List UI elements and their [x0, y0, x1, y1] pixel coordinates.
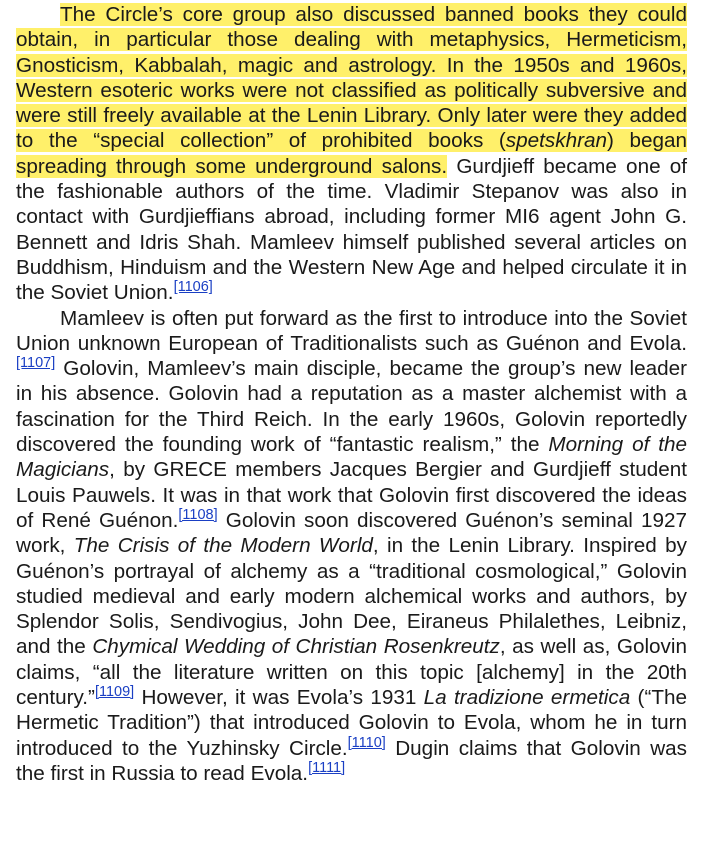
footnote-link-1109[interactable]: [1109] — [94, 684, 135, 701]
highlighted-text: ) began spreading through some underground salons. — [16, 129, 687, 178]
body-text: Golovin soon discovered Guénon’s seminal 1927 work, — [16, 508, 687, 558]
body-text: (“The Hermetic Tradition”) that introduced Golovin to Evola, whom he in turn introduced to the Yuzhinsky Circle. — [16, 686, 687, 760]
footnote-link-1110[interactable]: [1110] — [347, 734, 386, 751]
highlighted-text: The Circle’s core group also discussed banned books they could obtain, in particular those dealing with metaphysics, Hermeticism, Gnosticism, Kabbalah, magic and astrology. In the 1950s and 1960s, Western esoteric works were not classified as politically subversive and were still freely available at the Lenin Library. Only later were they added to the “special collection” of prohibited books ( — [16, 3, 687, 153]
body-text: , by GRECE members Jacques Bergier and Gurdjieff student Louis Pauwels. It was in that work that Golovin first discovered the ideas of René Guénon. — [16, 458, 687, 532]
highlighted-text — [506, 129, 607, 152]
paragraph-1 — [16, 2, 687, 306]
italic-term: spetskhran — [505, 129, 607, 153]
body-text: Mamleev is often put forward as the first to introduce into the Soviet Union unknown European of Traditionalists such as Guénon and Evola. — [16, 306, 687, 355]
italic-title: La tradizione ermetica — [423, 686, 631, 710]
footnote-link-1111[interactable]: [1111] — [308, 759, 346, 776]
italic-title: The Crisis of the Modern World — [73, 534, 373, 558]
body-text: Golovin, Mamleev’s main disciple, became the group’s new leader in his absence. Golovin had a reputation as a master alchemist with a fascination for the Third Reich. In the early 1960s, Golovin reportedly discovered the founding work of “fantastic realism,” the — [16, 357, 687, 457]
body-text: , in the Lenin Library. Inspired by Guénon’s portrayal of alchemy as a “traditional cosmological,” Golovin studied medieval and early modern alchemical works and authors, by Splendor Solis, Sendivogius, John Dee, Eiraneus Philalethes, Leibniz, and the — [16, 534, 687, 659]
body-text: Gurdjieff became one of the fashionable authors of the time. Vladimir Stepanov was also in contact with Gurdjieffians abroad, including former MI6 agent John G. Bennett and Idris Shah. Mamleev himself published several articles on Buddhism, Hinduism and the Western New Age and helped circulate it in the Soviet Union. — [16, 154, 687, 305]
footnote-link-1107[interactable]: [1107] — [16, 355, 56, 372]
footnote-link-1106[interactable]: [1106] — [173, 279, 213, 296]
italic-title: Morning of the Magicians — [16, 433, 687, 482]
body-text: , as well as, Golovin claims, “all the literature written on this topic [alchemy] in the 20th century.” — [16, 635, 687, 710]
body-text: However, it was Evola’s 1931 — [134, 686, 424, 710]
body-text: Dugin claims that Golovin was the first in Russia to read Evola. — [16, 736, 687, 785]
italic-title: Chymical Wedding of Christian Rosenkreutz — [92, 635, 500, 659]
footnote-link-1108[interactable]: [1108] — [178, 506, 218, 523]
paragraph-2 — [16, 306, 687, 787]
